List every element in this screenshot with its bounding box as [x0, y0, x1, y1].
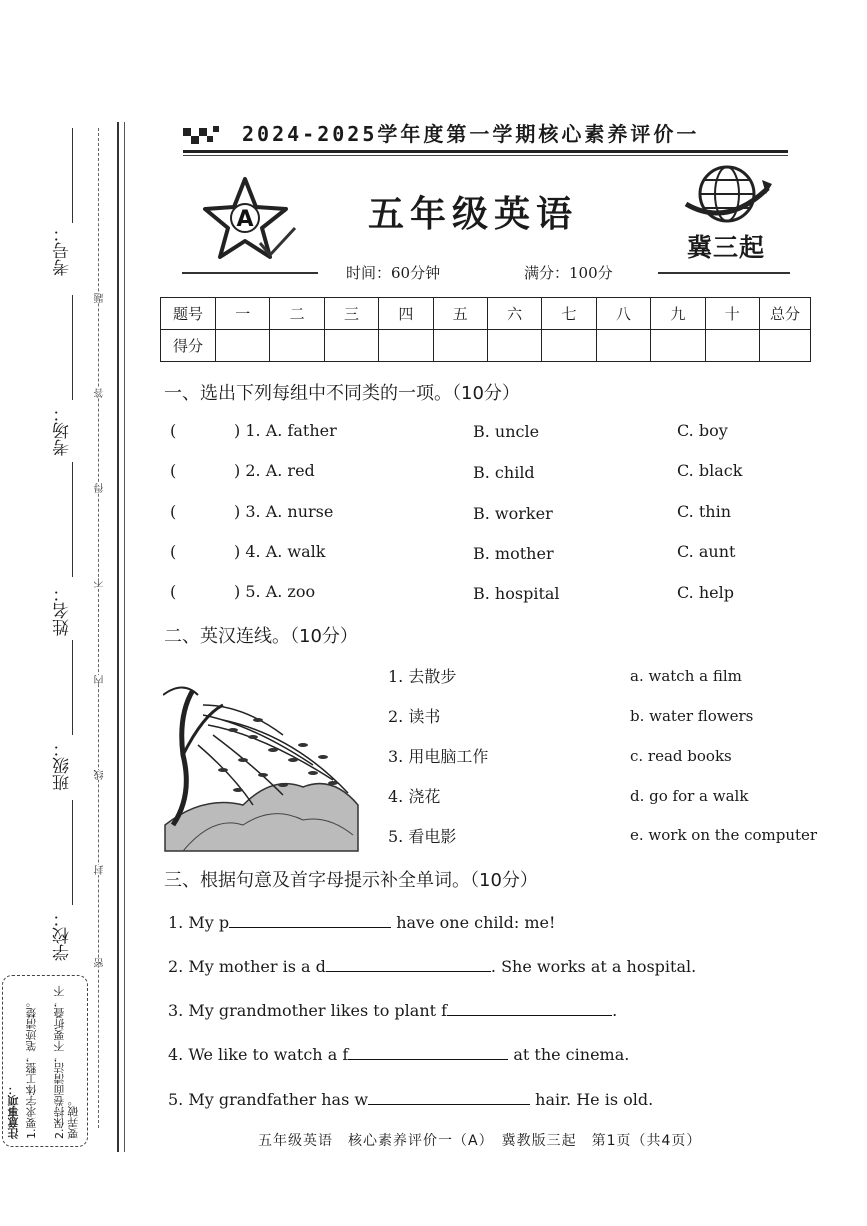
star-grade-icon	[200, 173, 298, 265]
binding-line-inner	[124, 122, 125, 1152]
table-cell: 九	[651, 298, 705, 330]
question-option-b: B. hospital	[473, 584, 560, 603]
header-checker-icon	[183, 124, 221, 146]
notice-title: 注意事项：	[7, 1084, 20, 1139]
score-cell[interactable]	[651, 330, 705, 362]
field-exam-room-line[interactable]	[72, 295, 73, 400]
answer-paren-open: (	[170, 502, 177, 521]
fill-blank[interactable]	[368, 1090, 530, 1105]
willow-tree-illustration	[163, 675, 363, 853]
section3-title: 三、根据句意及首字母提示补全单词。（10分）	[164, 870, 538, 891]
score-cell[interactable]	[433, 330, 487, 362]
field-name-line[interactable]	[72, 462, 73, 577]
field-exam-number	[50, 225, 90, 276]
info-rule-right	[658, 272, 790, 274]
answer-paren-open: (	[170, 582, 177, 601]
match-chinese-item[interactable]: 1. 去散步	[388, 667, 457, 686]
table-cell: 六	[487, 298, 541, 330]
field-class	[50, 740, 90, 791]
seal-char: 不	[95, 578, 106, 588]
table-cell: 八	[596, 298, 650, 330]
match-chinese-item[interactable]: 4. 浇花	[388, 787, 441, 806]
match-english-item[interactable]: b. water flowers	[630, 707, 754, 725]
table-cell: 得分	[161, 330, 216, 362]
score-cell[interactable]	[270, 330, 324, 362]
seal-char: 内	[95, 675, 106, 685]
answer-paren-open: (	[170, 421, 177, 440]
question-option-a: ) 1. A. father	[234, 421, 337, 440]
field-school-label: 学校：	[53, 910, 73, 961]
exam-time: 时间：60分钟	[346, 264, 441, 282]
question-option-a: ) 3. A. nurse	[234, 502, 334, 521]
question-option-c: C. boy	[677, 421, 728, 440]
field-exam-number-line[interactable]	[72, 128, 73, 223]
binding-line	[117, 122, 119, 1152]
question-option-b: B. child	[473, 463, 535, 482]
seal-char: 线	[95, 770, 106, 780]
answer-blank[interactable]	[184, 542, 234, 562]
answer-blank[interactable]	[184, 502, 234, 522]
page-footer: 五年级英语 核心素养评价一（A） 冀教版三起 第1页（共4页）	[258, 1133, 702, 1149]
score-table	[160, 297, 811, 362]
table-cell: 题号	[161, 298, 216, 330]
answer-blank[interactable]	[184, 421, 234, 441]
table-cell: 五	[433, 298, 487, 330]
fill-blank[interactable]	[326, 957, 491, 972]
match-english-item[interactable]: d. go for a walk	[630, 787, 749, 805]
section2-title: 二、英汉连线。（10分）	[164, 626, 358, 647]
seal-char: 密	[95, 958, 106, 968]
fill-blank[interactable]	[447, 1001, 612, 1016]
match-chinese-item[interactable]: 3. 用电脑工作	[388, 747, 489, 766]
field-exam-number-label: 考号：	[53, 225, 73, 276]
seal-char: 得	[95, 483, 106, 493]
answer-blank[interactable]	[184, 461, 234, 481]
score-cell[interactable]	[705, 330, 759, 362]
info-rule-left	[182, 272, 318, 274]
field-school-line[interactable]	[72, 800, 73, 905]
edition-label: 冀三起	[687, 233, 766, 262]
question-option-b: B. mother	[473, 544, 554, 563]
section1-title: 一、选出下列每组中不同类的一项。（10分）	[164, 383, 520, 404]
table-cell: 七	[542, 298, 596, 330]
question-option-c: C. black	[677, 461, 743, 480]
table-cell: 一	[216, 298, 270, 330]
table-cell: 三	[324, 298, 378, 330]
score-cell[interactable]	[216, 330, 270, 362]
fill-sentence: 1. My p have one child: me!	[168, 913, 556, 932]
score-cell[interactable]	[379, 330, 433, 362]
score-cell[interactable]	[596, 330, 650, 362]
match-english-item[interactable]: c. read books	[630, 747, 732, 765]
question-option-a: ) 5. A. zoo	[234, 582, 316, 601]
answer-blank[interactable]	[184, 582, 234, 602]
score-cell[interactable]	[487, 330, 541, 362]
question-option-c: C. help	[677, 583, 734, 602]
match-english-item[interactable]: a. watch a film	[630, 667, 742, 685]
table-cell: 总分	[760, 298, 811, 330]
notice-line: 1.要求字体工整，笔迹清楚。	[25, 996, 38, 1139]
header-rule	[183, 150, 788, 153]
field-name	[50, 585, 90, 636]
seal-char: 题	[95, 293, 106, 303]
table-cell: 二	[270, 298, 324, 330]
seal-char: 封	[95, 865, 106, 875]
fill-sentence: 4. We like to watch a f at the cinema.	[168, 1045, 630, 1064]
field-class-label: 班级：	[53, 740, 73, 791]
match-english-item[interactable]: e. work on the computer	[630, 826, 818, 844]
full-score: 满分：100分	[524, 264, 613, 282]
fill-sentence: 5. My grandfather has w hair. He is old.	[168, 1090, 654, 1109]
table-cell: 四	[379, 298, 433, 330]
score-cell[interactable]	[760, 330, 811, 362]
field-class-line[interactable]	[72, 640, 73, 735]
grade-letter: A	[236, 207, 254, 232]
subject-title: 五年级英语	[368, 194, 579, 235]
score-cell[interactable]	[324, 330, 378, 362]
question-option-c: C. thin	[677, 502, 731, 521]
question-option-b: B. uncle	[473, 422, 540, 441]
question-option-c: C. aunt	[677, 542, 736, 561]
score-table-header-row	[161, 298, 811, 330]
field-school	[50, 910, 90, 961]
exam-header-title: 2024-2025学年度第一学期核心素养评价一	[242, 122, 700, 146]
field-name-label: 姓名：	[53, 585, 73, 636]
answer-paren-open: (	[170, 542, 177, 561]
score-cell[interactable]	[542, 330, 596, 362]
answer-paren-open: (	[170, 461, 177, 480]
score-table-score-row	[161, 330, 811, 362]
notice-line: 2.保持卷面清洁，不要折叠，不要弄破。	[53, 985, 80, 1139]
table-cell: 十	[705, 298, 759, 330]
match-chinese-item[interactable]: 5. 看电影	[388, 827, 457, 846]
fill-blank[interactable]	[229, 913, 391, 928]
question-option-a: ) 4. A. walk	[234, 542, 326, 561]
header-rule-thin	[183, 155, 788, 156]
field-exam-room	[50, 405, 90, 456]
fill-sentence: 2. My mother is a d . She works at a hospital.	[168, 957, 697, 976]
question-option-a: ) 2. A. red	[234, 461, 315, 480]
seal-char: 答	[95, 388, 106, 398]
notice-box	[2, 975, 88, 1147]
globe-icon	[682, 160, 774, 230]
fill-sentence: 3. My grandmother likes to plant f .	[168, 1001, 618, 1020]
question-option-b: B. worker	[473, 504, 553, 523]
fill-blank[interactable]	[348, 1045, 508, 1060]
seal-dashed-line	[98, 128, 100, 1128]
field-exam-room-label: 考场：	[53, 405, 73, 456]
match-chinese-item[interactable]: 2. 读书	[388, 707, 441, 726]
